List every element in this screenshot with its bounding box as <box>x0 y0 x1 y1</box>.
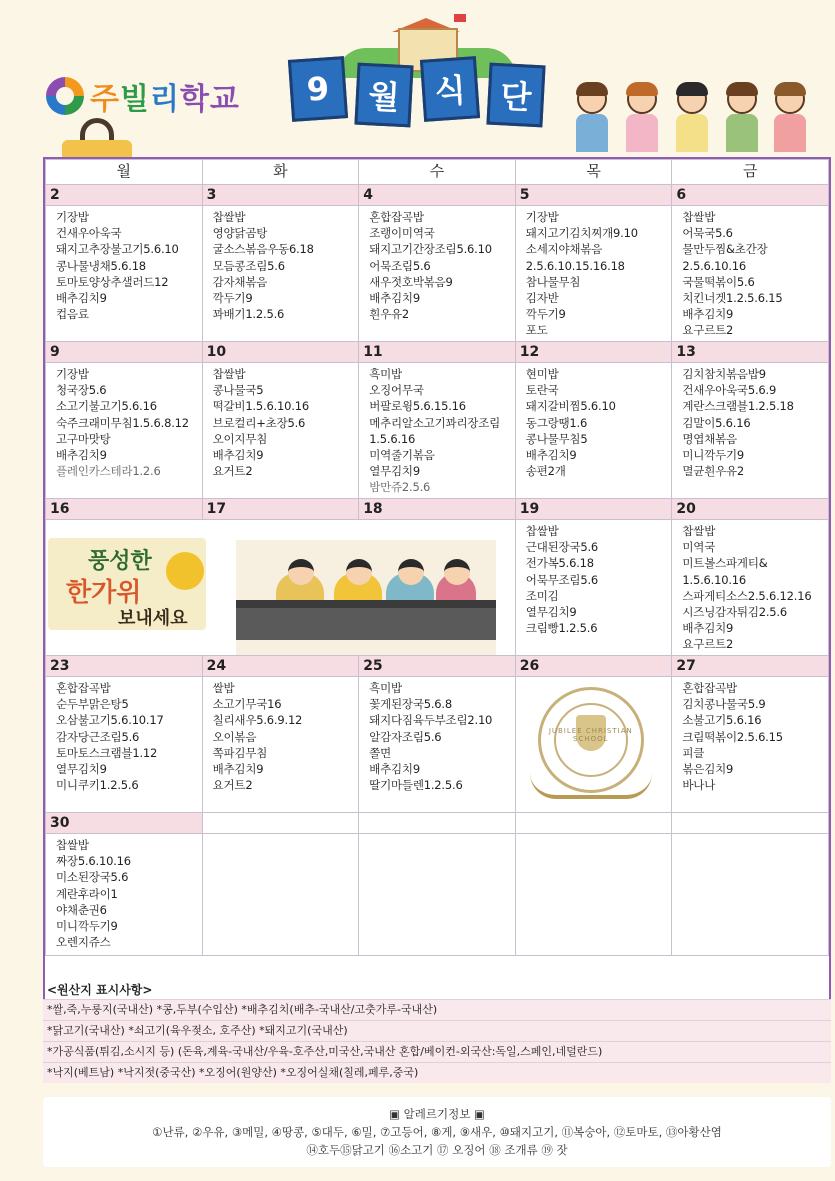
menu-item: 어묵조림5.6 <box>369 258 431 273</box>
menu-item: 김치참치볶음밥9 <box>682 367 766 381</box>
day-menu <box>516 363 672 479</box>
menu-item: 돼지다짐육두부조림2.10 <box>369 713 493 728</box>
date-number: 2 <box>46 185 203 206</box>
children-illustration <box>572 80 812 152</box>
day-menu <box>672 363 828 479</box>
menu-item: 쌀밥 <box>212 681 235 695</box>
weekday-label: 화 <box>202 160 359 185</box>
menu-item: 콩나물국5 <box>212 383 264 398</box>
menu-item: 김말이5.6.16 <box>682 415 751 430</box>
greeting-line: 한가위 <box>66 578 142 608</box>
day-menu <box>203 677 359 793</box>
menu-item: 혼합잡곡밥 <box>56 681 111 695</box>
menu-item: 찹쌀밥 <box>525 524 559 538</box>
title-char: 단 <box>486 63 545 128</box>
menu-item: 김자반 <box>525 291 559 306</box>
menu-item: 컵음료 <box>56 307 89 322</box>
menu-item: 버팔로윙5.6.15.16 <box>369 399 466 414</box>
seal-text: JUBILEE CHRISTIAN SCHOOL <box>548 727 633 743</box>
menu-item: 기장밥 <box>56 210 89 224</box>
menu-item: 쫄면 <box>369 745 392 760</box>
menu-item: 1.5.6.10.16 <box>682 572 747 587</box>
menu-item: 볶은김치9 <box>682 762 734 777</box>
menu-item: 열무김치9 <box>369 464 420 479</box>
menu-item: 깍두기9 <box>525 307 566 322</box>
day-menu <box>516 520 672 636</box>
menu-item: 1.5.6.16 <box>369 431 416 446</box>
date-number: 30 <box>46 813 203 834</box>
menu-item: 요거트2 <box>212 464 253 479</box>
menu-item: 기장밥 <box>525 210 559 224</box>
menu-item: 깍두기9 <box>212 291 253 306</box>
date-number: 27 <box>672 656 829 677</box>
allergy-info <box>43 1097 831 1167</box>
menu-item: 순두부맑은탕5 <box>56 697 129 712</box>
menu-item: 명엽채볶음 <box>682 431 737 446</box>
menu-item: 멸균흰우유2 <box>682 464 745 479</box>
date-number: 23 <box>46 656 203 677</box>
menu-item: 소고기불고기5.6.16 <box>56 399 157 414</box>
menu-item: 물만두찜&초간장 <box>682 242 768 257</box>
menu-item: 플레인카스테라1.2.6 <box>56 464 161 479</box>
weekday-label: 수 <box>359 160 516 185</box>
weekday-label: 월 <box>46 160 203 185</box>
menu-item: 미소된장국5.6 <box>56 870 129 885</box>
date-number: 11 <box>359 342 516 363</box>
menu-item: 치킨너겟1.2.5.6.15 <box>682 291 783 306</box>
school-logo-icon <box>46 77 84 115</box>
origin-line: *낙지(베트남) *낙지젓(중국산) *오징어(원양산) *오징어실채(칠레,페루,중국) <box>43 1062 831 1083</box>
menu-item: 열무김치9 <box>56 762 107 777</box>
weekday-header <box>46 160 829 185</box>
date-number: 10 <box>202 342 359 363</box>
menu-item: 떡갈비1.5.6.10.16 <box>212 399 309 414</box>
date-number: 26 <box>515 656 672 677</box>
menu-item: 숙주크래미무침1.5.6.8.12 <box>56 415 189 430</box>
day-menu <box>203 206 359 322</box>
menu-item: 돼지고기간장조림5.6.10 <box>369 242 492 257</box>
menu-item: 현미밥 <box>525 367 559 381</box>
date-number: 5 <box>515 185 672 206</box>
origin-line: *쌀,죽,누룽지(국내산) *콩,두부(수입산) *배추김치(배추-국내산/고춧가루-국내산) <box>43 999 831 1020</box>
date-number: 16 <box>46 499 203 520</box>
menu-item: 오렌지쥬스 <box>56 935 111 950</box>
origin-notes <box>43 981 831 1083</box>
menu-item: 김치콩나물국5.9 <box>682 697 766 712</box>
menu-item: 감자당근조림5.6 <box>56 729 140 744</box>
day-menu <box>359 363 515 496</box>
menu-item: 칠리새우5.6.9.12 <box>212 713 303 728</box>
menu-item: 오징어무국 <box>369 383 424 398</box>
date-number: 25 <box>359 656 516 677</box>
title-char: 월 <box>354 63 413 128</box>
menu-item: 미니깍두기9 <box>682 448 745 463</box>
menu-item: 소고기무국16 <box>212 697 282 712</box>
origin-line: *가공식품(튀김,소시지 등) (돈육,계육-국내산/우육-호주산,미국산,국내산 혼합/베이컨-외국산:독일,스페인,네덜란드) <box>43 1041 831 1062</box>
day-menu <box>46 363 202 479</box>
menu-item: 배추김치9 <box>212 448 264 463</box>
binder-clip-icon <box>62 118 132 158</box>
menu-row <box>46 520 829 656</box>
menu-item: 조랭이미역국 <box>369 226 435 241</box>
menu-item: 배추김치9 <box>682 307 734 322</box>
menu-item: 배추김치9 <box>369 762 420 777</box>
menu-item: 2.5.6.10.15.16.18 <box>525 258 625 273</box>
date-number: 9 <box>46 342 203 363</box>
menu-item: 피클 <box>682 745 705 760</box>
school-logo <box>46 74 240 118</box>
menu-item: 크림떡볶이2.5.6.15 <box>682 729 783 744</box>
day-menu <box>203 363 359 479</box>
weekday-label: 목 <box>515 160 672 185</box>
holiday-cell <box>46 520 516 656</box>
menu-item: 열무김치9 <box>525 605 577 620</box>
menu-item: 계란후라이1 <box>56 886 118 901</box>
date-row <box>46 342 829 363</box>
menu-item: 건새우아욱국 <box>56 226 122 241</box>
date-number: 3 <box>202 185 359 206</box>
menu-item: 흑미밥 <box>369 681 402 695</box>
menu-item: 찹쌀밥 <box>682 210 716 224</box>
menu-item: 청국장5.6 <box>56 383 107 398</box>
menu-row <box>46 206 829 342</box>
day-menu <box>46 206 202 322</box>
day-menu <box>516 206 672 339</box>
menu-item: 전가복5.6.18 <box>525 556 594 571</box>
child-figure <box>622 80 662 152</box>
menu-item: 짜장5.6.10.16 <box>56 854 131 869</box>
menu-item: 야채춘권6 <box>56 902 107 917</box>
menu-item: 모듬콩조림5.6 <box>212 258 285 273</box>
greeting-line: 보내세요 <box>118 608 188 629</box>
allergy-list: ①난류, ②우유, ③메밀, ④땅콩, ⑤대두, ⑥밀, ⑦고등어, ⑧게, ⑨새우, ⑩돼지고기, ⑪복숭아, ⑫토마토, ⑬아황산염 <box>152 1125 722 1139</box>
menu-item: 돼지고기김치찌개9.10 <box>525 226 638 241</box>
menu-item: 어묵무조림5.6 <box>525 572 599 587</box>
menu-item: 미트볼스파게티& <box>682 556 768 571</box>
date-number: 17 <box>202 499 359 520</box>
child-figure <box>722 80 762 152</box>
menu-item: 요구르트2 <box>682 323 734 338</box>
child-figure <box>770 80 810 152</box>
menu-item: 알감자조림5.6 <box>369 729 442 744</box>
menu-item: 돼지고추장불고기5.6.10 <box>56 242 179 257</box>
menu-item: 미니쿠키1.2.5.6 <box>56 778 139 793</box>
day-menu <box>359 206 515 322</box>
menu-item: 콩나물냉채5.6.18 <box>56 258 146 273</box>
menu-item: 어묵국5.6 <box>682 226 733 241</box>
menu-item: 계란스크램블1.2.5.18 <box>682 399 794 414</box>
menu-item: 건새우아욱국5.6.9 <box>682 383 777 398</box>
menu-item: 배추김치9 <box>56 291 107 306</box>
menu-calendar <box>43 157 831 1081</box>
menu-item: 근대된장국5.6 <box>525 540 599 555</box>
menu-item: 토마토양상추샐러드12 <box>56 274 169 289</box>
menu-item: 참나물무침 <box>525 274 581 289</box>
menu-item: 소불고기5.6.16 <box>682 713 762 728</box>
allergy-list: ⑭호두⑮닭고기 ⑯소고기 ⑰ 오징어 ⑱ 조개류 ⑲ 잣 <box>306 1143 568 1157</box>
greeting-card <box>48 538 206 630</box>
child-figure <box>572 80 612 152</box>
menu-item: 오삼불고기5.6.10.17 <box>56 713 164 728</box>
menu-item: 브로컬리+초장5.6 <box>212 415 306 430</box>
day-menu <box>46 834 202 950</box>
menu-item: 감자채볶음 <box>212 274 268 289</box>
title-char: 식 <box>420 56 480 122</box>
day-menu <box>672 206 828 339</box>
menu-item: 새우젓호박볶음9 <box>369 274 453 289</box>
menu-item: 배추김치9 <box>525 448 577 463</box>
seal-cell <box>515 677 672 813</box>
full-moon-icon <box>166 552 204 590</box>
menu-item: 굴소스볶음우동6.18 <box>212 242 314 257</box>
menu-item: 혼합잡곡밥 <box>682 681 737 695</box>
menu-item: 소세지야채볶음 <box>525 242 603 257</box>
menu-item: 바나나 <box>682 778 716 793</box>
menu-item: 미역국 <box>682 540 716 555</box>
menu-item: 토마토스크램블1.12 <box>56 745 158 760</box>
child-figure <box>672 80 712 152</box>
menu-item: 쪽파김무침 <box>212 745 268 760</box>
menu-item: 영양닭곰탕 <box>212 226 268 241</box>
page-title <box>290 58 544 126</box>
day-menu <box>672 520 828 653</box>
menu-item: 흰우유2 <box>369 307 410 322</box>
menu-row <box>46 363 829 499</box>
menu-item: 배추김치9 <box>212 762 264 777</box>
greeting-line: 풍성한 <box>88 549 152 574</box>
menu-item: 배추김치9 <box>369 291 420 306</box>
date-number: 6 <box>672 185 829 206</box>
chuseok-illustration <box>46 520 501 656</box>
menu-item: 조미김 <box>525 588 559 603</box>
menu-item: 시즈닝감자튀김2.5.6 <box>682 605 787 620</box>
menu-item: 찹쌀밥 <box>212 367 246 381</box>
school-name: 주빌리학교 <box>90 82 240 117</box>
menu-item: 미역줄기볶음 <box>369 448 435 463</box>
menu-item: 오이지무침 <box>212 431 268 446</box>
date-row <box>46 185 829 206</box>
menu-item: 기장밥 <box>56 367 89 381</box>
menu-item: 밤만쥬2.5.6 <box>369 480 431 495</box>
date-number: 4 <box>359 185 516 206</box>
day-menu <box>672 677 828 793</box>
menu-item: 콩나물무침5 <box>525 431 588 446</box>
menu-item: 포도 <box>525 323 548 338</box>
date-number: 18 <box>359 499 516 520</box>
menu-item: 토란국 <box>525 383 559 398</box>
menu-item: 찹쌀밥 <box>682 524 716 538</box>
school-seal-icon <box>530 687 652 809</box>
date-number: 20 <box>672 499 829 520</box>
weekday-label: 금 <box>672 160 829 185</box>
menu-item: 동그랑땡1.6 <box>525 415 588 430</box>
date-number: 13 <box>672 342 829 363</box>
menu-item: 미니깍두기9 <box>56 919 118 934</box>
menu-row <box>46 677 829 813</box>
menu-item: 찹쌀밥 <box>56 838 89 852</box>
date-row <box>46 656 829 677</box>
menu-item: 크림빵1.2.5.6 <box>525 621 598 636</box>
family-rooftop-icon <box>236 540 496 655</box>
origin-line: *닭고기(국내산) *쇠고기(육우젖소, 호주산) *돼지고기(국내산) <box>43 1020 831 1041</box>
date-number: 12 <box>515 342 672 363</box>
menu-item: 송편2개 <box>525 464 566 479</box>
day-menu <box>46 677 202 793</box>
date-row <box>46 499 829 520</box>
menu-row <box>46 834 829 956</box>
menu-item: 오이볶음 <box>212 729 257 744</box>
menu-item: 꽈배기1.2.5.6 <box>212 307 285 322</box>
menu-item: 딸기마들렌1.2.5.6 <box>369 778 463 793</box>
menu-item: 국물떡볶이5.6 <box>682 274 755 289</box>
menu-item: 흑미밥 <box>369 367 402 381</box>
date-number: 24 <box>202 656 359 677</box>
allergy-title: ▣ 알레르기정보 ▣ <box>389 1107 485 1121</box>
menu-item: 꽃게된장국5.6.8 <box>369 697 452 712</box>
menu-item: 메추리알소고기꽈리장조림 <box>369 415 501 430</box>
date-row <box>46 813 829 834</box>
menu-item: 스파게티소스2.5.6.12.16 <box>682 588 812 603</box>
menu-item: 찹쌀밥 <box>212 210 246 224</box>
menu-item: 고구마맛탕 <box>56 431 111 446</box>
origin-heading: <원산지 표시사항> <box>47 983 153 997</box>
menu-item: 2.5.6.10.16 <box>682 258 747 273</box>
menu-item: 배추김치9 <box>56 448 107 463</box>
menu-item: 혼합잡곡밥 <box>369 210 424 224</box>
menu-item: 요구르트2 <box>682 637 734 652</box>
menu-item: 요거트2 <box>212 778 253 793</box>
date-number: 19 <box>515 499 672 520</box>
menu-item: 돼지갈비찜5.6.10 <box>525 399 616 414</box>
day-menu <box>359 677 515 793</box>
title-char: 9 <box>288 56 348 122</box>
menu-item: 배추김치9 <box>682 621 734 636</box>
